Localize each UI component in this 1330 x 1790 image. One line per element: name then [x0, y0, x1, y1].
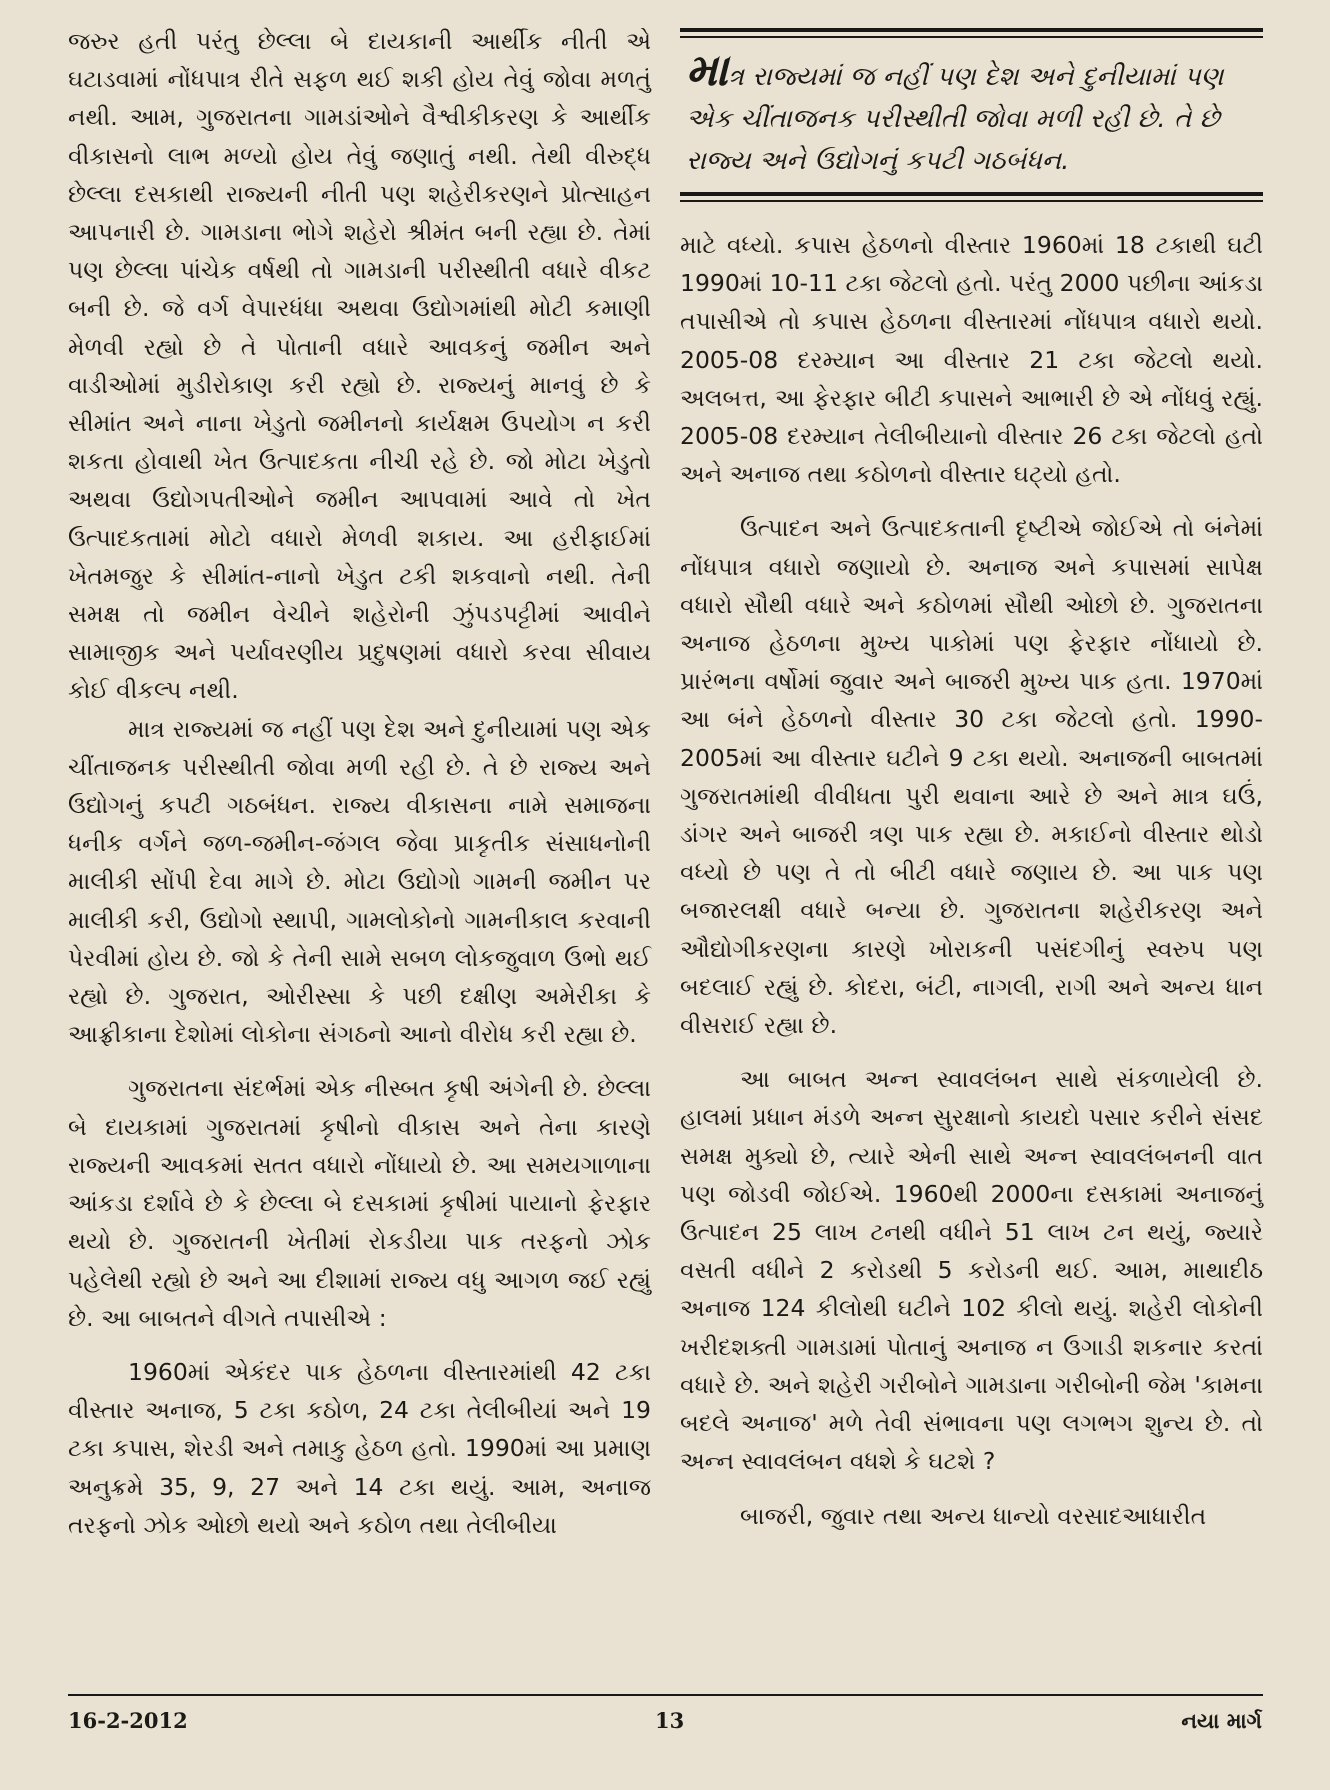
- left-paragraph-1: જરુર હતી પરંતુ છેલ્લા બે દાયકાની આર્થીક નીતી એ ઘટાડવામાં નોંધપાત્ર રીતે સફળ થઈ શકી હોય તેવું જોવા મળતું નથી. આમ, ગુજરાતના ગામડાંઓને વૈશ્વીકીકરણ કે આર્થીક વીકાસનો લાભ મળ્યો હોય તેવું જણાતું નથી. તેથી વીરુદ્ધ છેલ્લા દસકાથી રાજ્યની નીતી પણ શહેરીકરણને પ્રોત્સાહન આપનારી છે. ગામડાના ભોગે શહેરો શ્રીમંત બની રહ્યા છે. તેમાં પણ છેલ્લા પાંચેક વર્ષથી તો ગામડાની પરીસ્થીતી વધારે વીકટ બની છે. જે વર્ગ વેપારધંધા અથવા ઉદ્યોગમાંથી મોટી કમાણી મેળવી રહ્યો છે તે પોતાની વધારે આવકનું જમીન અને વાડીઓમાં મુડીરોકાણ કરી રહ્યો છે. રાજ્યનું માનવું છે કે સીમાંત અને નાના ખેડુતો જમીનનો કાર્યક્ષમ ઉપયોગ ન કરી શકતા હોવાથી ખેત ઉત્પાદકતા નીચી રહે છે. જો મોટા ખેડુતો અથવા ઉદ્યોગપતીઓને જમીન આપવામાં આવે તો ખેત ઉત્પાદકતામાં મોટો વધારો મેળવી શકાય. આ હરીફાઈમાં ખેતમજુર કે સીમાંત-નાનો ખેડુત ટકી શકવાનો નથી. તેની સમક્ષ તો જમીન વેચીને શહેરોની ઝુંપડપટ્ટીમાં આવીને સામાજીક અને પર્યાવરણીય પ્રદુષણમાં વધારો કરવા સીવાય કોઈ વીકલ્પ નથી.: [68, 27, 651, 705]
- left-paragraph-3: ગુજરાતના સંદર્ભમાં એક નીસ્બત કૃષી અંગેની છે. છેલ્લા બે દાયકામાં ગુજરાતમાં કૃષીનો વીકાસ અને તેના કારણે રાજ્યની આવકમાં સતત વધારો નોંધાયો છે. આ સમયગાળાના આંકડા દર્શાવે છે કે છેલ્લા બે દસકામાં કૃષીમાં પાયાનો ફેરફાર થયો છે. ગુજરાતની ખેતીમાં રોકડીયા પાક તરફનો ઝોક પહેલેથી રહ્યો છે અને આ દીશામાં રાજ્ય વધુ આગળ જઈ રહ્યું છે. આ બાબતને વીગતે તપાસીએ :: [68, 1074, 651, 1332]
- footer-date: 16-2-2012: [68, 1708, 188, 1733]
- left-column: [68, 22, 651, 1544]
- left-paragraph-2: માત્ર રાજ્યમાં જ નહીં પણ દેશ અને દુનીયામાં પણ એક ચીંતાજનક પરીસ્થીતી જોવા મળી રહી છે. તે છે રાજ્ય અને ઉદ્યોગનું કપટી ગઠબંધન. રાજ્ય વીકાસના નામે સમાજના ધનીક વર્ગને જળ-જમીન-જંગલ જેવા પ્રાકૃતીક સંસાધનોની માલીકી સોંપી દેવા માગે છે. મોટા ઉદ્યોગો ગામની જમીન પર માલીકી કરી, ઉદ્યોગો સ્થાપી, ગામલોકોનો ગામનીકાલ કરવાની પેરવીમાં હોય છે. જો કે તેની સામે સબળ લોકજુવાળ ઉભો થઈ રહ્યો છે. ગુજરાત, ઓરીસ્સા કે પછી દક્ષીણ અમેરીકા કે આફ્રીકાના દેશોમાં લોકોના સંગઠનો આનો વીરોધ કરી રહ્યા છે.: [68, 714, 651, 1049]
- footer-rule: [68, 1694, 1263, 1696]
- right-paragraph-1: માટે વધ્યો. કપાસ હેઠળનો વીસ્તાર 1960માં 18 ટકાથી ઘટી 1990માં 10-11 ટકા જેટલો હતો. પરંતુ 2000 પછીના આંકડા તપાસીએ તો કપાસ હેઠળના વીસ્તારમાં નોંધપાત્ર વધારો થયો. 2005-08 દરમ્યાન આ વીસ્તાર 21 ટકા જેટલો થયો. અલબત્ત, આ ફેરફાર બીટી કપાસને આભારી છે એ નોંધવું રહ્યું. 2005-08 દરમ્યાન તેલીબીયાનો વીસ્તાર 26 ટકા જેટલો હતો અને અનાજ તથા કઠોળનો વીસ્તાર ઘટ્યો હતો.: [680, 231, 1263, 489]
- pull-quote-bottom-rule: [680, 192, 1263, 202]
- right-column: [680, 226, 1263, 1535]
- magazine-title: નયા માર્ગ: [1181, 1708, 1262, 1733]
- right-paragraph-2: ઉત્પાદન અને ઉત્પાદકતાની દૃષ્ટીએ જોઈએ તો બંનેમાં નોંધપાત્ર વધારો જણાયો છે. અનાજ અને કપાસમાં સાપેક્ષ વધારો સૌથી વધારે અને કઠોળમાં સૌથી ઓછો છે. ગુજરાતના અનાજ હેઠળના મુખ્ય પાકોમાં પણ ફેરફાર નોંધાયો છે. પ્રારંભના વર્ષોમાં જુવાર અને બાજરી મુખ્ય પાક હતા. 1970માં આ બંને હેઠળનો વીસ્તાર 30 ટકા જેટલો હતો. 1990-2005માં આ વીસ્તાર ઘટીને 9 ટકા થયો. અનાજની બાબતમાં ગુજરાતમાંથી વીવીધતા પુરી થવાના આરે છે અને માત્ર ઘઉં, ડાંગર અને બાજરી ત્રણ પાક રહ્યા છે. મકાઈનો વીસ્તાર થોડો વધ્યો છે પણ તે તો બીટી વધારે જણાય છે. આ પાક પણ બજારલક્ષી વધારે બન્યા છે. ગુજરાતના શહેરીકરણ અને ઔદ્યોગીકરણના કારણે ખોરાકની પસંદગીનું સ્વરુપ પણ બદલાઈ રહ્યું છે. કોદરા, બંટી, નાગલી, રાગી અને અન્ય ધાન વીસરાઈ રહ્યા છે.: [680, 514, 1263, 1040]
- page-number: 13: [655, 1708, 685, 1733]
- pull-quote: [680, 28, 1263, 202]
- pull-quote-body: ત્ર રાજ્યમાં જ નહીં પણ દેશ અને દુનીયામાં પણ એક ચીંતાજનક પરીસ્થીતી જોવા મળી રહી છે. તે છે રાજ્ય અને ઉદ્યોગનું કપટી ગઠબંધન.: [686, 62, 1224, 176]
- right-paragraph-4: બાજરી, જુવાર તથા અન્ય ધાન્યો વરસાદઆધારીત: [740, 1501, 1207, 1530]
- right-paragraph-3: આ બાબત અન્ન સ્વાવલંબન સાથે સંકળાયેલી છે. હાલમાં પ્રધાન મંડળે અન્ન સુરક્ષાનો કાયદો પસાર કરીને સંસદ સમક્ષ મુક્યો છે, ત્યારે એની સાથે અન્ન સ્વાવલંબનની વાત પણ જોડવી જોઈએ. 1960થી 2000ના દસકામાં અનાજનું ઉત્પાદન 25 લાખ ટનથી વધીને 51 લાખ ટન થયું, જ્યારે વસતી વધીને 2 કરોડથી 5 કરોડની થઈ. આમ, માથાદીઠ અનાજ 124 કીલોથી ઘટીને 102 કીલો થયું. શહેરી લોકોની ખરીદશક્તી ગામડામાં પોતાનું અનાજ ન ઉગાડી શકનાર કરતાં વધારે છે. અને શહેરી ગરીબોને ગામડાના ગરીબોની જેમ 'કામના બદલે અનાજ' મળે તેવી સંભાવના પણ લગભગ શુન્ય છે. તો અન્ન સ્વાવલંબન વધશે કે ઘટશે ?: [680, 1065, 1263, 1476]
- pull-quote-text: [680, 38, 1263, 192]
- left-paragraph-4: 1960માં એકંદર પાક હેઠળના વીસ્તારમાંથી 42 ટકા વીસ્તાર અનાજ, 5 ટકા કઠોળ, 24 ટકા તેલીબીયાં અને 19 ટકા કપાસ, શેરડી અને તમાકુ હેઠળ હતો. 1990માં આ પ્રમાણ અનુક્રમે 35, 9, 27 અને 14 ટકા થયું. આમ, અનાજ તરફનો ઝોક ઓછો થયો અને કઠોળ તથા તેલીબીયા: [68, 1357, 651, 1539]
- pull-quote-top-rule: [680, 28, 1263, 38]
- pull-quote-lead: મા: [686, 45, 728, 96]
